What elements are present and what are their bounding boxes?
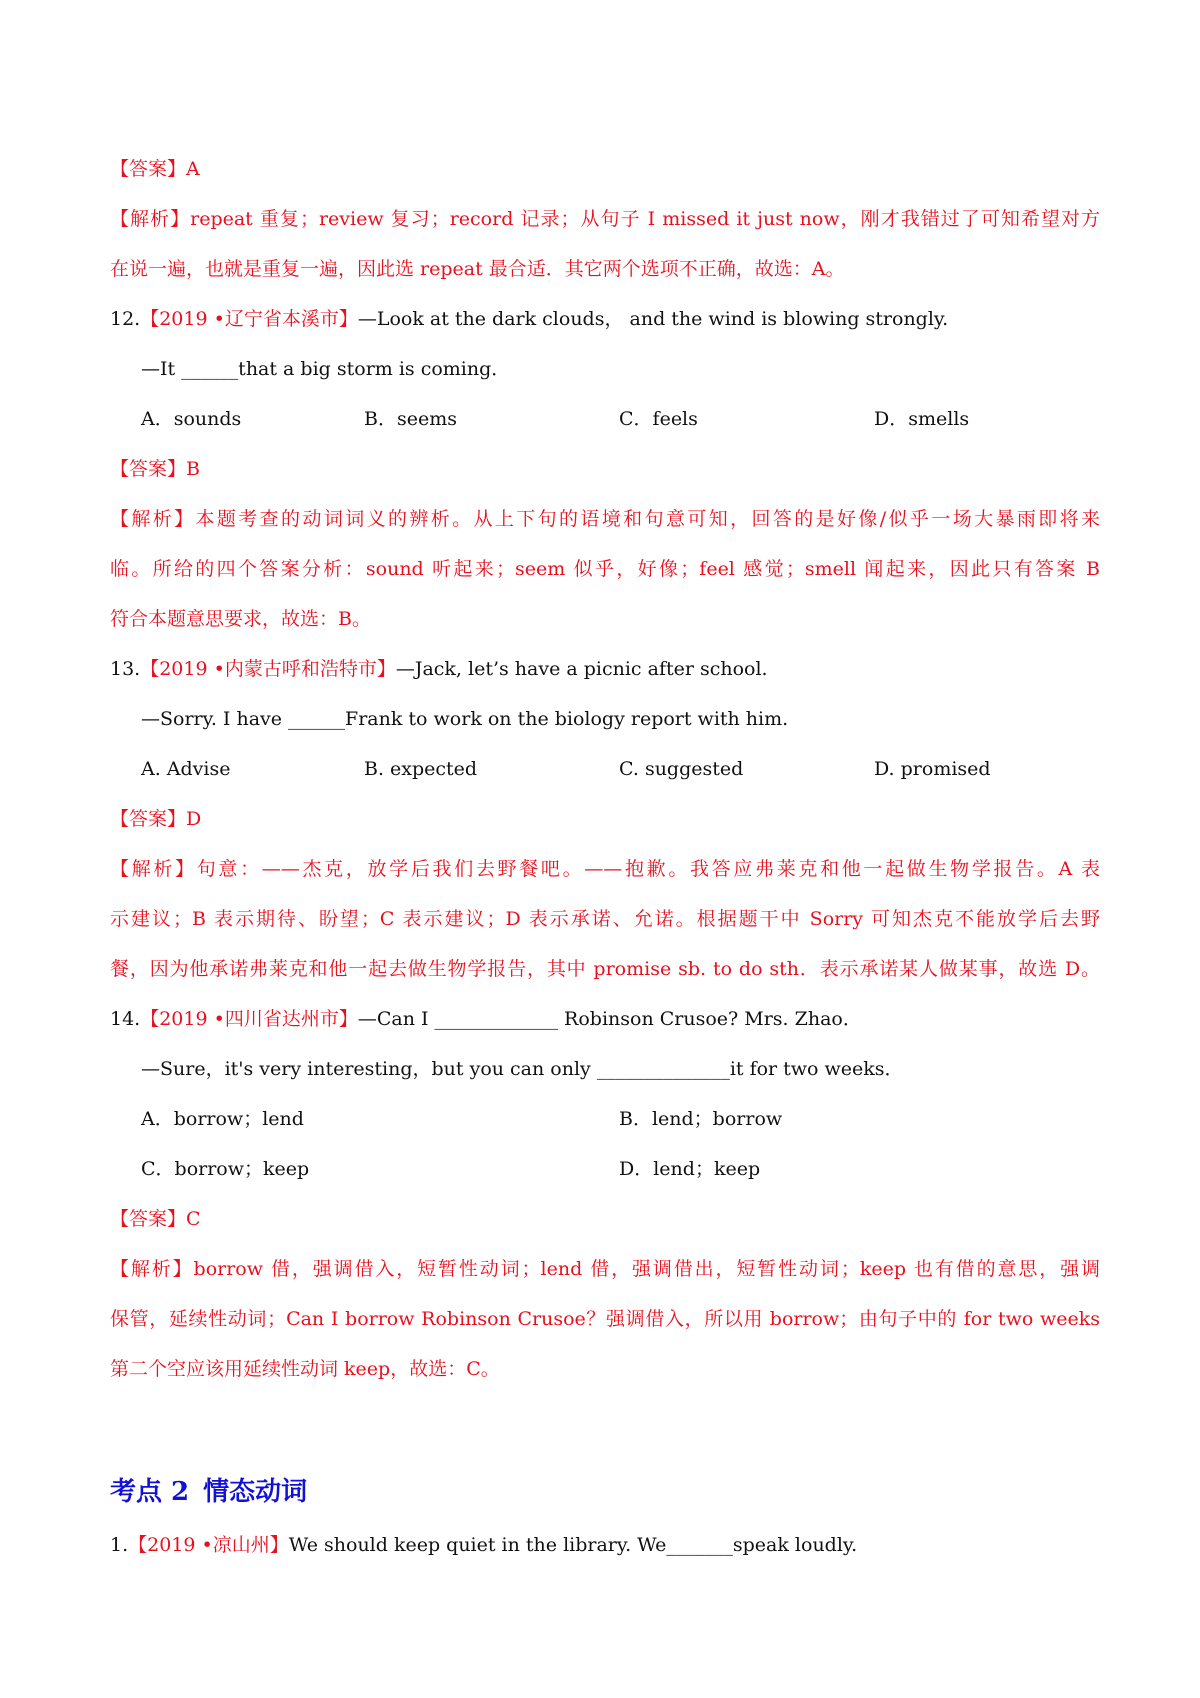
q14-option-c: C．borrow；keep (141, 1158, 310, 1180)
section-title: 情态动词 (203, 1477, 308, 1507)
section-heading (110, 1472, 307, 1512)
q13-answer: 【答案】D (110, 808, 202, 830)
q11-answer: 【答案】A (110, 158, 200, 180)
q12-option-a: A．sounds (141, 408, 242, 430)
q12-analysis-line-1: 【解析】本题考查的动词词义的辨析。从上下句的语境和句意可知，回答的是好像/似乎一场大暴雨即将来 (110, 508, 1100, 530)
q12-reply: —It ______that a big storm is coming． (141, 358, 511, 380)
q14-analysis-line-3: 第二个空应该用延续性动词 keep，故选：C。 (110, 1358, 500, 1380)
q14-option-b: B．lend；borrow (619, 1108, 783, 1130)
q13-options (141, 754, 1131, 784)
q12-stem: —Look at the dark clouds， and the wind is blowing strongly. (357, 308, 949, 330)
q14-stem: —Can I _____________ Robinson Crusoe? Mrs. Zhao． (357, 1008, 862, 1030)
q14-option-a: A．borrow；lend (141, 1108, 304, 1130)
q13-option-b: B. expected (364, 758, 478, 780)
q14-analysis-line-1: 【解析】borrow 借，强调借入，短暂性动词；lend 借，强调借出，短暂性动词；keep 也有借的意思，强调 (110, 1258, 1100, 1280)
q14-source: 【2019 •四川省达州市】 (140, 1008, 358, 1030)
q14-options-row-2 (141, 1154, 1131, 1184)
q12-option-c: C．feels (619, 408, 698, 430)
q12-options (141, 404, 1131, 434)
q14-answer: 【答案】C (110, 1208, 201, 1230)
q14-analysis-line-2: 保管，延续性动词；Can I borrow Robinson Crusoe？强调借入，所以用 borrow；由句子中的 for two weeks (110, 1308, 1100, 1330)
q13-number: 13. (110, 658, 141, 680)
q12-question (110, 304, 1100, 334)
q12-analysis-line-2: 临。所给的四个答案分析：sound 听起来；seem 似乎，好像；feel 感觉；smell 闻起来，因此只有答案 B (110, 558, 1100, 580)
q14-question (110, 1004, 1100, 1034)
section-label: 考点 2 (110, 1477, 190, 1507)
q13-reply: —Sorry. I have ______Frank to work on the biology report with him. (141, 708, 789, 730)
q14-options-row-1 (141, 1104, 1131, 1134)
s2q1-source: 【2019 •凉山州】 (128, 1534, 289, 1556)
q13-analysis-line-2: 示建议；B 表示期待、盼望；C 表示建议；D 表示承诺、允诺。根据题干中 Sorry 可知杰克不能放学后去野 (110, 908, 1100, 930)
q13-analysis-line-1: 【解析】句意：——杰克，放学后我们去野餐吧。——抱歉。我答应弗莱克和他一起做生物学报告。A 表 (110, 858, 1100, 880)
q14-reply: —Sure，it's very interesting，but you can only ______________it for two weeks． (141, 1058, 904, 1080)
q14-option-d: D．lend；keep (619, 1158, 761, 1180)
q12-number: 12. (110, 308, 141, 330)
q14-number: 14. (110, 1008, 141, 1030)
q13-stem: —Jack, let’s have a picnic after school. (395, 658, 768, 680)
q12-option-d: D．smells (874, 408, 970, 430)
q12-answer: 【答案】B (110, 458, 200, 480)
q12-analysis-line-3: 符合本题意思要求，故选：B。 (110, 608, 371, 630)
q13-option-a: A. Advise (141, 758, 231, 780)
q13-option-c: C. suggested (619, 758, 744, 780)
q13-analysis-line-3: 餐，因为他承诺弗莱克和他一起去做生物学报告，其中 promise sb. to do sth．表示承诺某人做某事，故选 D。 (110, 958, 1100, 980)
q12-source: 【2019 •辽宁省本溪市】 (140, 308, 358, 330)
s2q1-question (110, 1530, 1100, 1560)
q11-analysis-line-2: 在说一遍，也就是重复一遍，因此选 repeat 最合适．其它两个选项不正确，故选：A。 (110, 258, 845, 280)
q13-option-d: D. promised (874, 758, 991, 780)
s2q1-number: 1. (110, 1534, 129, 1556)
q11-analysis-line-1: 【解析】repeat 重复；review 复习；record 记录；从句子 I missed it just now，刚才我错过了可知希望对方 (110, 208, 1100, 230)
q12-option-b: B．seems (364, 408, 457, 430)
q13-source: 【2019 •内蒙古呼和浩特市】 (140, 658, 396, 680)
q13-question (110, 654, 1100, 684)
s2q1-stem: We should keep quiet in the library. We_______speak loudly. (288, 1534, 858, 1556)
